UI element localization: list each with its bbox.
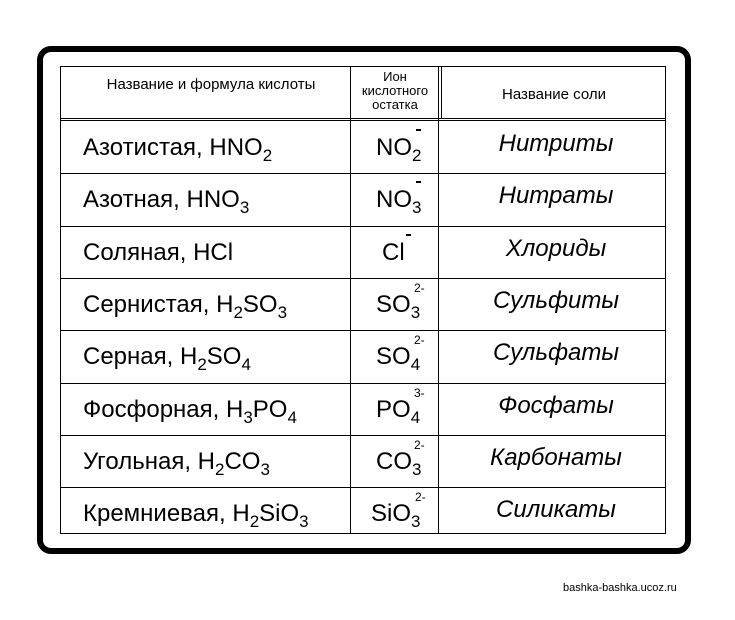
acid-cell <box>83 239 233 267</box>
salt-name: Нитриты <box>498 130 614 157</box>
row-divider <box>61 226 665 227</box>
acid-salt-table <box>60 66 666 534</box>
ion-subscript: 4 <box>410 355 421 374</box>
formula-part: H <box>179 343 198 370</box>
ion-base: NO <box>376 134 412 161</box>
ion-charge <box>414 176 418 190</box>
ion-base: NO <box>376 186 412 213</box>
formula-part: HCl <box>193 239 234 266</box>
ion-subscript: 3 <box>412 198 422 217</box>
ion-charge: 2- <box>414 333 425 347</box>
acid-cell <box>83 134 272 166</box>
ion-charge: 2- <box>414 281 425 295</box>
site-watermark: bashka-bashka.ucoz.ru <box>563 582 677 594</box>
row-divider <box>61 278 665 279</box>
acid-name: Соляная, <box>83 239 194 266</box>
ion-cell <box>371 500 420 532</box>
formula-part: H <box>197 448 215 475</box>
salt-name: Фосфаты <box>498 392 614 419</box>
row-divider <box>61 383 665 384</box>
formula-subscript: 3 <box>260 460 270 479</box>
formula-subscript: 3 <box>243 408 253 427</box>
header-acid: Название и формула кислоты <box>106 76 316 93</box>
formula-part: SiO <box>259 500 300 527</box>
ion-charge: 2- <box>415 490 426 504</box>
ion-base: Cl <box>382 239 405 266</box>
acid-cell <box>83 343 251 375</box>
formula-subscript: 2 <box>233 303 243 322</box>
ion-charge <box>404 229 408 243</box>
ion-subscript: 2 <box>412 146 422 165</box>
ion-base: SO <box>376 291 411 318</box>
formula-subscript: 4 <box>287 408 297 427</box>
acid-cell <box>83 291 287 323</box>
acid-name: Фосфорная, <box>83 396 226 423</box>
salt-name: Силикаты <box>496 496 616 523</box>
salt-name: Хлориды <box>505 235 607 262</box>
formula-part: SO <box>242 291 278 318</box>
formula-part: PO <box>252 396 288 423</box>
formula-part: H <box>232 500 250 527</box>
salt-name: Сульфаты <box>493 339 619 366</box>
formula-subscript: 4 <box>241 355 251 374</box>
formula-subscript: 2 <box>262 146 273 165</box>
header-ion: Ион кислотного остатка <box>361 69 429 112</box>
ion-cell <box>376 448 421 480</box>
formula-subscript: 2 <box>249 512 260 531</box>
header-divider <box>61 118 665 119</box>
formula-subscript: 3 <box>239 198 250 217</box>
ion-charge: 2- <box>414 438 425 452</box>
ion-subscript: 3 <box>410 303 421 322</box>
acid-name: Азотная, <box>83 186 187 213</box>
formula-part: HNO <box>186 186 240 213</box>
ion-subscript: 3 <box>411 512 421 531</box>
acid-name: Угольная, <box>83 448 198 475</box>
acid-name: Сернистая, <box>83 291 217 318</box>
row-divider <box>61 487 665 488</box>
header-divider-double <box>61 120 665 121</box>
formula-subscript: 3 <box>299 512 309 531</box>
formula-part: CO <box>224 448 261 475</box>
formula-subscript: 2 <box>215 460 225 479</box>
ion-subscript: 4 <box>410 408 421 427</box>
acid-cell <box>83 500 309 532</box>
row-divider <box>61 173 665 174</box>
acid-name: Серная, <box>83 343 180 370</box>
formula-part: HNO <box>209 134 263 161</box>
acid-cell <box>83 396 297 428</box>
ion-base: CO <box>376 448 412 475</box>
salt-name: Карбонаты <box>490 444 622 471</box>
header-salt: Название соли <box>501 86 606 103</box>
acid-name: Азотистая, <box>83 134 210 161</box>
ion-cell <box>376 343 420 375</box>
ion-cell <box>376 291 420 323</box>
ion-subscript: 3 <box>412 460 422 479</box>
ion-cell <box>376 396 420 428</box>
formula-subscript: 2 <box>197 355 207 374</box>
acid-name: Кремниевая, <box>83 500 233 527</box>
ion-base: SiO <box>371 500 412 527</box>
ion-charge: 3- <box>414 386 425 400</box>
acid-cell <box>83 448 270 480</box>
column-divider <box>438 67 439 533</box>
salt-name: Нитраты <box>498 182 614 209</box>
formula-part: H <box>225 396 244 423</box>
ion-cell <box>376 186 421 218</box>
ion-cell <box>382 239 405 267</box>
formula-part: SO <box>206 343 242 370</box>
acid-cell <box>83 186 249 218</box>
formula-subscript: 3 <box>277 303 288 322</box>
row-divider <box>61 435 665 436</box>
salt-name: Сульфиты <box>493 287 619 314</box>
formula-part: H <box>216 291 234 318</box>
ion-base: PO <box>376 396 411 423</box>
ion-charge <box>414 124 418 138</box>
row-divider <box>61 330 665 331</box>
ion-cell <box>376 134 421 166</box>
ion-base: SO <box>376 343 411 370</box>
column-divider <box>350 67 351 533</box>
